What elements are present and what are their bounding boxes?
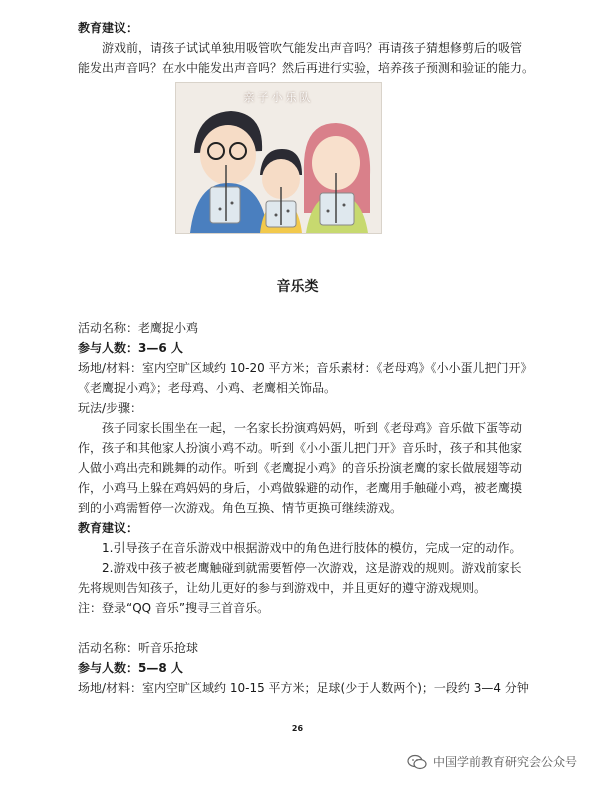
play-line: 孩子同家长围坐在一起，一名家长扮演鸡妈妈，听到《老母鸡》音乐做下蛋等动 xyxy=(102,421,523,435)
participants: 参与人数：3—6 人 xyxy=(78,341,183,355)
father-cup xyxy=(210,187,240,223)
advice-heading: 教育建议： xyxy=(78,521,139,535)
play-heading: 玩法/步骤： xyxy=(78,401,143,415)
venue-line: 场地/材料：室内空旷区域约 10-20 平方米；音乐素材：《老母鸡》《小小蛋儿把门开》 xyxy=(78,361,533,375)
watermark-text: 中国学前教育研究会公众号 xyxy=(432,755,577,769)
advice-line: 1.引导孩子在音乐游戏中根据游戏中的角色进行肢体的模仿，完成一定的动作。 xyxy=(102,541,522,555)
venue-line: 场地/材料：室内空旷区域约 10-15 平方米；足球(少于人数两个)；一段约 3—4 分钟 xyxy=(78,681,529,695)
paragraph-line: 能发出声音吗？在水中能发出声音吗？然后再进行实验，培养孩子预测和验证的能力。 xyxy=(78,61,535,75)
venue-line: 《老鹰捉小鸡》；老母鸡、小鸡、老鹰相关饰品。 xyxy=(78,381,337,395)
section-title: 音乐类 xyxy=(276,279,319,295)
play-line: 人做小鸡出壳和跳舞的动作。听到《老鹰捉小鸡》的音乐扮演老鹰的家长做展翅等动 xyxy=(78,461,523,475)
music-note: 注：登录“QQ 音乐”搜寻三首音乐。 xyxy=(78,601,270,615)
illustration-caption: 亲子小乐队 xyxy=(243,91,314,104)
advice-line: 2.游戏中孩子被老鹰触碰到就需要暂停一次游戏，这是游戏的规则。游戏前家长 xyxy=(102,561,522,575)
family-drawing xyxy=(176,83,381,233)
participants: 参与人数：5—8 人 xyxy=(78,661,183,675)
paragraph-line: 游戏前，请孩子试试单独用吸管吹气能发出声音吗？再请孩子猜想修剪后的吸管 xyxy=(102,41,523,55)
page-number: 26 xyxy=(291,724,304,733)
mother-cup xyxy=(320,193,354,225)
play-line: 作，孩子和其他家人扮演小鸡不动。听到《小小蛋儿把门开》音乐时，孩子和其他家 xyxy=(78,441,523,455)
activity-name: 活动名称：老鹰捉小鸡 xyxy=(78,321,199,335)
play-line: 作，小鸡马上躲在鸡妈妈的身后，小鸡做躲避的动作，老鹰用手触碰小鸡，被老鹰摸 xyxy=(78,481,523,495)
wechat-icon xyxy=(407,754,427,770)
wechat-watermark xyxy=(407,753,577,770)
advice-heading: 教育建议： xyxy=(78,21,139,35)
advice-line: 先将规则告知孩子，让幼儿更好的参与到游戏中，并且更好的遵守游戏规则。 xyxy=(78,581,487,595)
activity-name: 活动名称：听音乐抢球 xyxy=(78,641,199,655)
family-band-illustration xyxy=(175,82,382,234)
play-line: 到的小鸡需暂停一次游戏。角色互换、情节更换可继续游戏。 xyxy=(78,501,403,515)
